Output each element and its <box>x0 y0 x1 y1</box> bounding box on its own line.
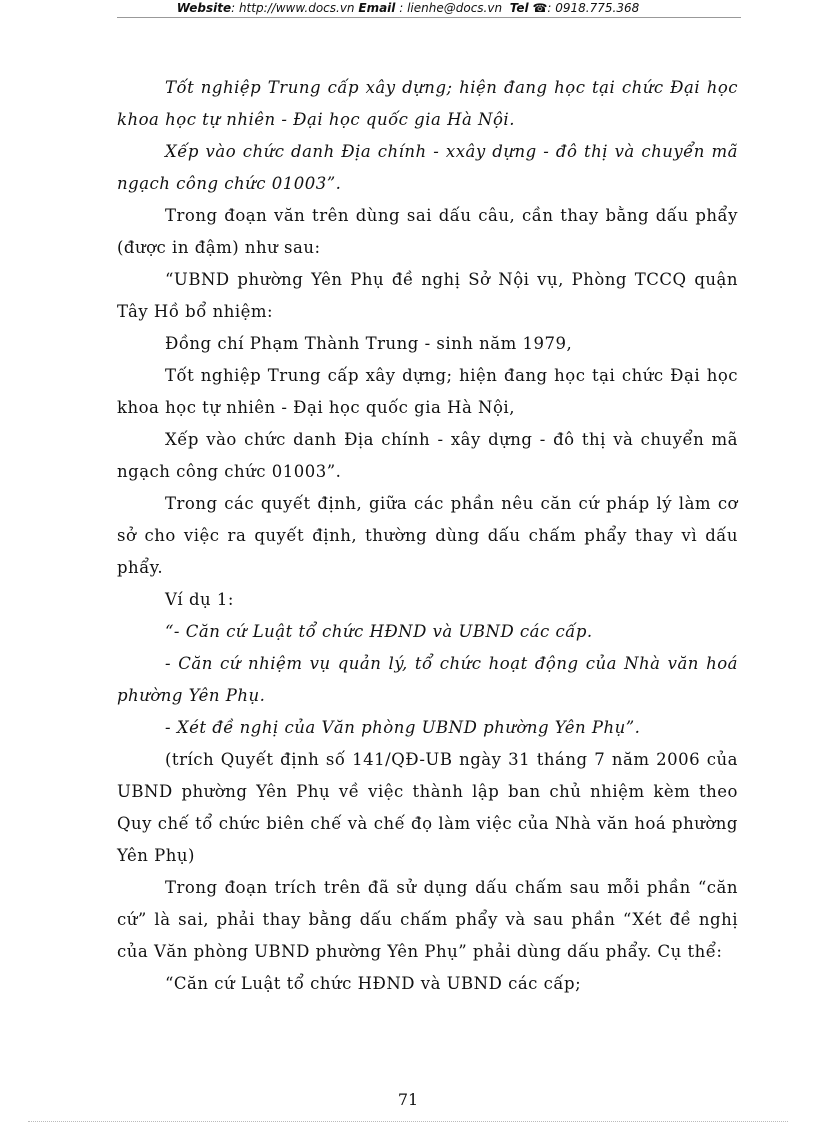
email-value: : lienhe@docs.vn <box>399 1 503 15</box>
email-label: Email <box>358 1 396 15</box>
paragraph: Trong các quyết định, giữa các phần nêu căn cứ pháp lý làm cơ sở cho việc ra quyết định, thường dùng dấu chấm phẩy thay vì dấu phẩy. <box>117 494 738 577</box>
paragraph: - Căn cứ nhiệm vụ quản lý, tổ chức hoạt động của Nhà văn hoá phường Yên Phụ. <box>117 654 738 705</box>
paragraph: “- Căn cứ Luật tổ chức HĐND và UBND các cấp. <box>165 622 593 641</box>
website-value: : http://www.docs.vn <box>231 1 355 15</box>
paragraph: Ví dụ 1: <box>165 590 234 609</box>
paragraph: Xếp vào chức danh Địa chính - xây dựng - đô thị và chuyển mã ngạch công chức 01003”. <box>117 430 738 481</box>
page-header <box>0 0 816 17</box>
paragraph: - Xét đề nghị của Văn phòng UBND phường Yên Phụ”. <box>165 718 641 737</box>
document-body <box>117 72 738 1000</box>
website-label: Website <box>176 1 232 15</box>
tel-value: : 0918.775.368 <box>547 1 640 15</box>
paragraph: “Căn cứ Luật tổ chức HĐND và UBND các cấp; <box>165 974 582 993</box>
paragraph: Trong đoạn văn trên dùng sai dấu câu, cần thay bằng dấu phẩy (được in đậm) như sau: <box>117 206 738 257</box>
paragraph: Đồng chí Phạm Thành Trung - sinh năm 1979, <box>165 334 573 353</box>
page-number: 71 <box>397 1090 419 1109</box>
paragraph: Tốt nghiệp Trung cấp xây dựng; hiện đang học tại chức Đại học khoa học tự nhiên - Đại học quốc gia Hà Nội. <box>117 78 738 129</box>
footer-rule <box>28 1121 788 1122</box>
header-rule <box>117 17 741 18</box>
tel-label: Tel <box>509 1 529 15</box>
phone-icon: ☎ <box>532 1 548 15</box>
paragraph: (trích Quyết định số 141/QĐ-UB ngày 31 tháng 7 năm 2006 của UBND phường Yên Phụ về việc thành lập ban chủ nhiệm kèm theo Quy chế tổ chức biên chế và chế đọ làm việc của Nhà văn hoá phường Yên Phụ) <box>117 750 738 865</box>
paragraph: Xếp vào chức danh Địa chính - xxây dựng - đô thị và chuyển mã ngạch công chức 01003”. <box>117 142 738 193</box>
paragraph: “UBND phường Yên Phụ đề nghị Sở Nội vụ, Phòng TCCQ quận Tây Hồ bổ nhiệm: <box>117 270 738 321</box>
paragraph: Trong đoạn trích trên đã sử dụng dấu chấm sau mỗi phần “căn cứ” là sai, phải thay bằng dấu chấm phẩy và sau phần “Xét đề nghị của Văn phòng UBND phường Yên Phụ” phải dùng dấu phẩy. Cụ thể: <box>117 878 738 961</box>
paragraph: Tốt nghiệp Trung cấp xây dựng; hiện đang học tại chức Đại học khoa học tự nhiên - Đại học quốc gia Hà Nội, <box>117 366 738 417</box>
